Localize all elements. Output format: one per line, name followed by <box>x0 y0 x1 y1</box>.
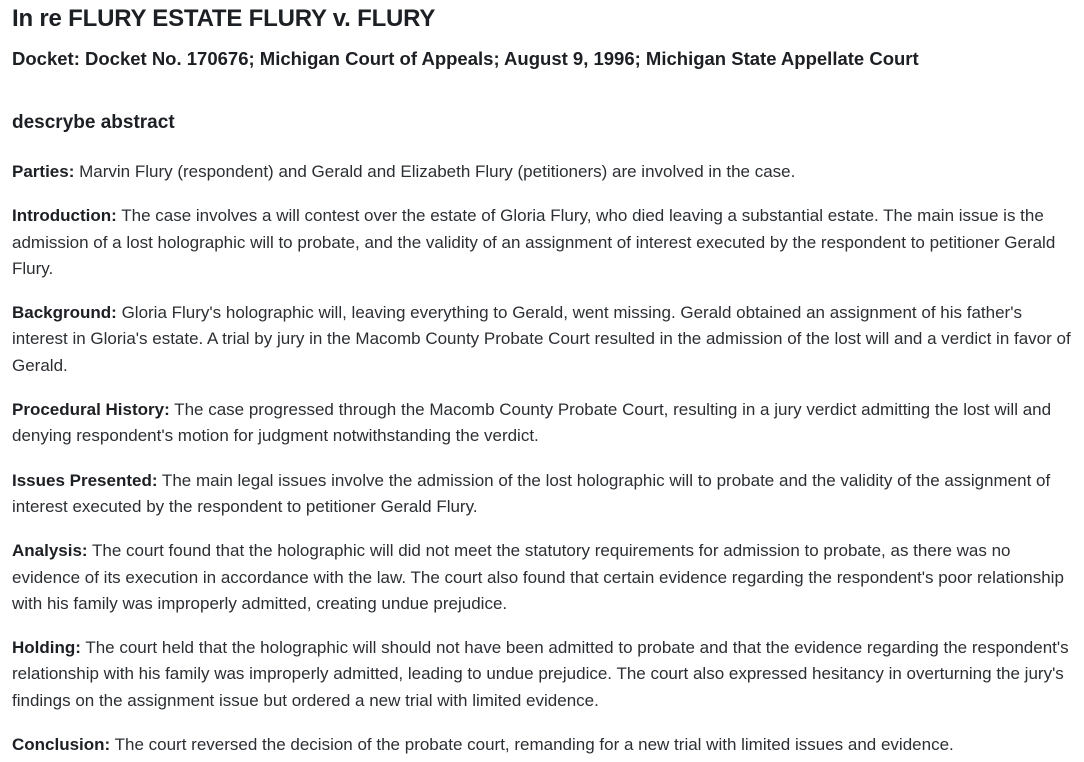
section-background <box>12 300 1072 379</box>
section-label: Conclusion: <box>12 735 111 755</box>
section-procedural-history <box>12 397 1072 450</box>
section-label: Procedural History: <box>12 400 170 420</box>
case-title: In re FLURY ESTATE FLURY v. FLURY <box>12 5 436 32</box>
section-label: Analysis: <box>12 541 88 561</box>
section-issues-presented <box>12 468 1072 521</box>
docket-line: Docket: Docket No. 170676; Michigan Court of Appeals; August 9, 1996; Michigan State Appellate Court <box>12 48 919 69</box>
section-label: Issues Presented: <box>12 470 158 490</box>
abstract-sections <box>12 159 1072 758</box>
section-text: The case progressed through the Macomb County Probate Court, resulting in a jury verdict admitting the lost will and denying respondent's motion for judgment notwithstanding the verdict. <box>12 400 1052 446</box>
section-label: Parties: <box>12 162 75 181</box>
section-text: The court found that the holographic will did not meet the statutory requirements for admission to probate, as there was no evidence of its execution in accordance with the law. The court also found that certain evidence regarding the respondent's poor relationship with his family was improperly admitted, creating undue prejudice. <box>12 541 1064 613</box>
section-conclusion <box>12 732 1072 758</box>
section-text: The main legal issues involve the admission of the lost holographic will to probate and the validity of the assignment of interest executed by the respondent to petitioner Gerald Flury. <box>12 470 1051 516</box>
section-parties <box>12 159 1072 185</box>
section-label: Holding: <box>12 638 81 658</box>
section-text: The court reversed the decision of the probate court, remanding for a new trial with limited issues and evidence. <box>110 735 954 755</box>
section-text: The court held that the holographic will should not have been admitted to probate and that the evidence regarding the respondent's relationship with his family was improperly admitted, leading to undue prejudice. The court also expressed hesitancy in overturning the jury's findings on the assignment issue but ordered a new trial with limited evidence. <box>12 638 1069 710</box>
section-analysis <box>12 538 1072 617</box>
section-label: Background: <box>12 303 117 323</box>
section-text: The case involves a will contest over the estate of Gloria Flury, who died leaving a substantial estate. The main issue is the admission of a lost holographic will to probate, and the validity of an assignment of interest executed by the respondent to petitioner Gerald Flury. <box>12 206 1056 278</box>
section-label: Introduction: <box>12 206 117 226</box>
section-text: Marvin Flury (respondent) and Gerald and Elizabeth Flury (petitioners) are involved in the case. <box>74 162 796 181</box>
section-introduction <box>12 203 1072 282</box>
section-holding <box>12 635 1072 714</box>
abstract-heading: descrybe abstract <box>12 112 175 133</box>
section-text: Gloria Flury's holographic will, leaving everything to Gerald, went missing. Gerald obtained an assignment of his father's interest in Gloria's estate. A trial by jury in the Macomb County Probate Court resulted in the admission of the lost will and a verdict in favor of Gerald. <box>12 303 1071 375</box>
